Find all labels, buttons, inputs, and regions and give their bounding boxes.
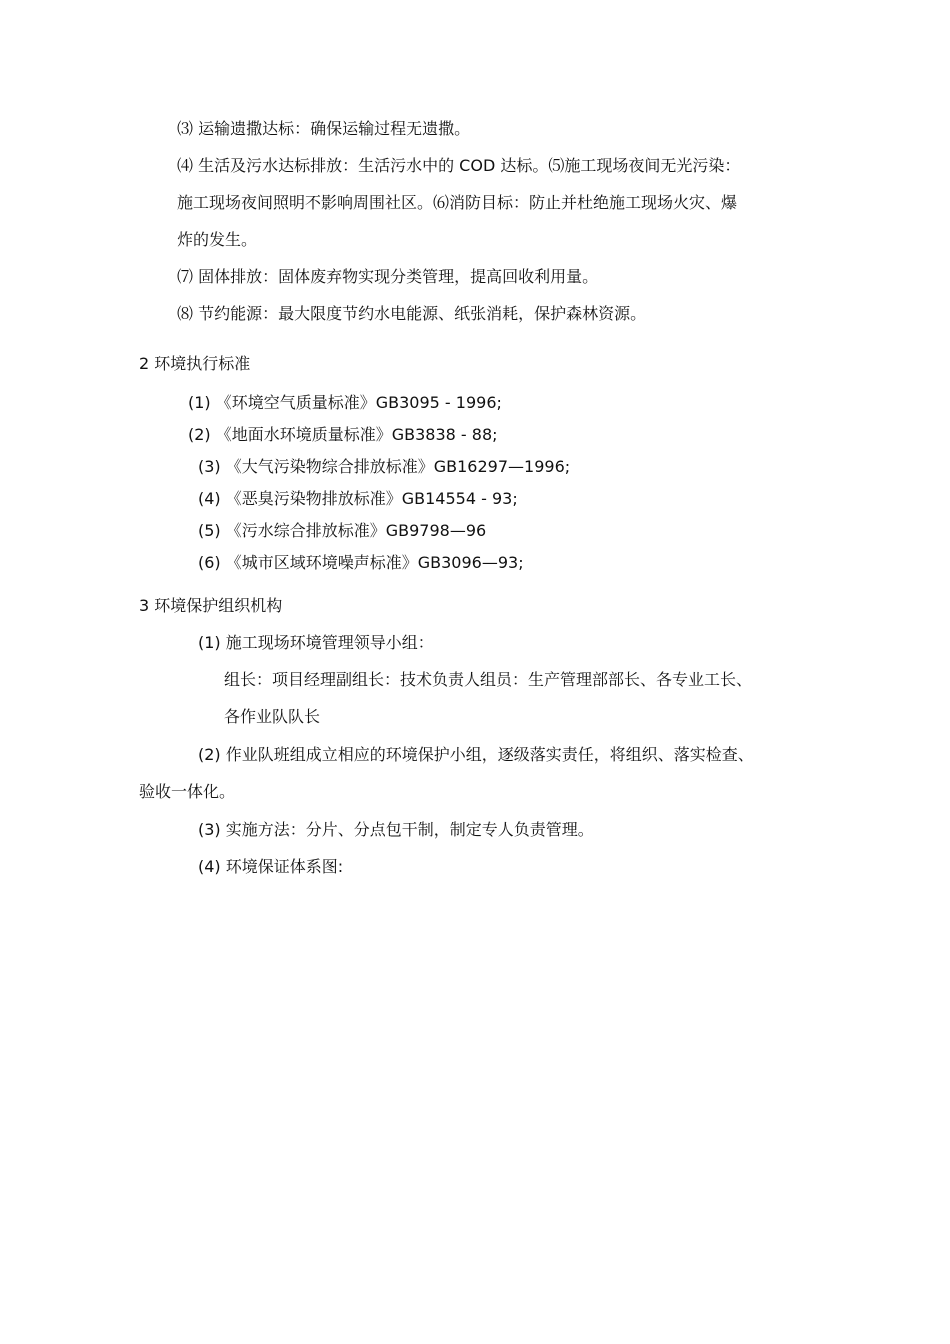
standard-item: (2) 《地面水环境质量标准》GB3838 - 88; <box>188 425 498 444</box>
section-3-heading: 3 环境保护组织机构 <box>139 596 283 615</box>
target-transport: ⑶ 运输遗撒达标：确保运输过程无遗撒。 <box>177 119 471 138</box>
org-item-1: (1) 施工现场环境管理领导小组： <box>198 633 434 652</box>
target-light-fire: 施工现场夜间照明不影响周围社区。⑹消防目标：防止并杜绝施工现场火灾、爆 <box>177 193 738 212</box>
standard-item: (5) 《污水综合排放标准》GB9798—96 <box>198 521 487 540</box>
org-item-1-members: 组长：项目经理副组长：技术负责人组员：生产管理部部长、各专业工长、 <box>224 670 753 689</box>
standard-item: (3) 《大气污染物综合排放标准》GB16297—1996; <box>198 457 571 476</box>
standard-item: (6) 《城市区域环境噪声标准》GB3096—93; <box>198 553 524 572</box>
target-solid-waste: ⑺ 固体排放：固体废弃物实现分类管理，提高回收利用量。 <box>177 267 599 286</box>
org-item-4: (4) 环境保证体系图: <box>198 857 344 876</box>
org-item-1-members-cont: 各作业队队长 <box>224 707 321 726</box>
org-item-2: (2) 作业队班组成立相应的环境保护小组，逐级落实责任，将组织、落实检查、 <box>198 745 754 764</box>
standard-item: (1) 《环境空气质量标准》GB3095 - 1996; <box>188 393 502 412</box>
standard-item: (4) 《恶臭污染物排放标准》GB14554 - 93; <box>198 489 518 508</box>
target-fire-end: 炸的发生。 <box>177 230 258 249</box>
target-energy: ⑻ 节约能源：最大限度节约水电能源、纸张消耗，保护森林资源。 <box>177 304 647 323</box>
section-2-heading: 2 环境执行标准 <box>139 354 251 373</box>
org-item-2-cont: 验收一体化。 <box>139 782 236 801</box>
org-item-3: (3) 实施方法：分片、分点包干制，制定专人负责管理。 <box>198 820 594 839</box>
target-wastewater: ⑷ 生活及污水达标排放：生活污水中的 COD 达标。⑸施工现场夜间无光污染： <box>177 156 741 175</box>
